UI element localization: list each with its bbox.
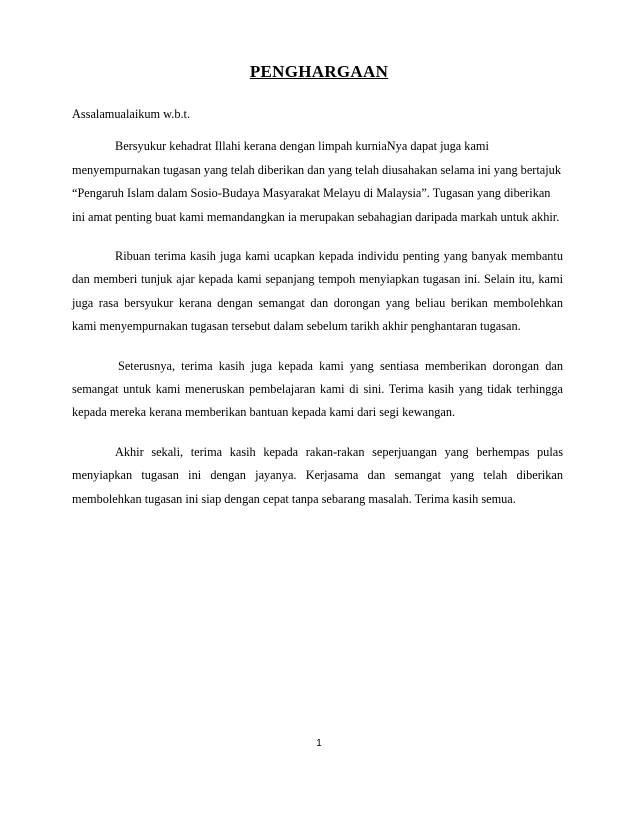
paragraph-3: Seterusnya, terima kasih juga kepada kami yang sentiasa memberikan dorongan dan semangat untuk kami meneruskan pembelajaran kami di sini. Terima kasih yang tidak terhingga kepada mereka kerana memberikan bantuan kepada kami dari segi kewangan. — [72, 358, 563, 420]
paragraph-2: Ribuan terima kasih juga kami ucapkan kepada individu penting yang banyak membantu dan memberi tunjuk ajar kepada kami sepanjang tempoh menyiapkan tugasan ini. Selain itu, kami juga rasa bersyukur kerana dengan semangat dan dorongan yang beliau berikan membolehkan kami menyempurnakan tugasan tersebut dalam sebelum tarikh akhir penghantaran tugasan. — [72, 249, 563, 334]
paragraph-4: Akhir sekali, terima kasih kepada rakan-rakan seperjuangan yang berhempas pulas menyiapkan tugasan ini dengan jayanya. Kerjasama dan semangat yang telah diberikan membolehkan tugasan ini siap dengan cepat tanpa sebarang masalah. Terima kasih semua. — [72, 444, 563, 506]
page-title: PENGHARGAAN — [249, 62, 389, 81]
page-number: 1 — [316, 738, 322, 749]
salutation: Assalamualaikum w.b.t. — [72, 107, 191, 121]
document-body — [72, 103, 563, 527]
paragraph-1: Bersyukur kehadrat Illahi kerana dengan limpah kurniaNya dapat juga kami menyempurnakan tugasan yang telah diberikan dan yang telah diusahakan selama ini yang bertajuk “Pengaruh Islam dalam Sosio-Budaya Masyarakat Melayu di Malaysia”. Tugasan yang diberikan ini amat penting buat kami memandangkan ia merupakan sebahagian daripada markah untuk akhir. — [72, 139, 561, 224]
